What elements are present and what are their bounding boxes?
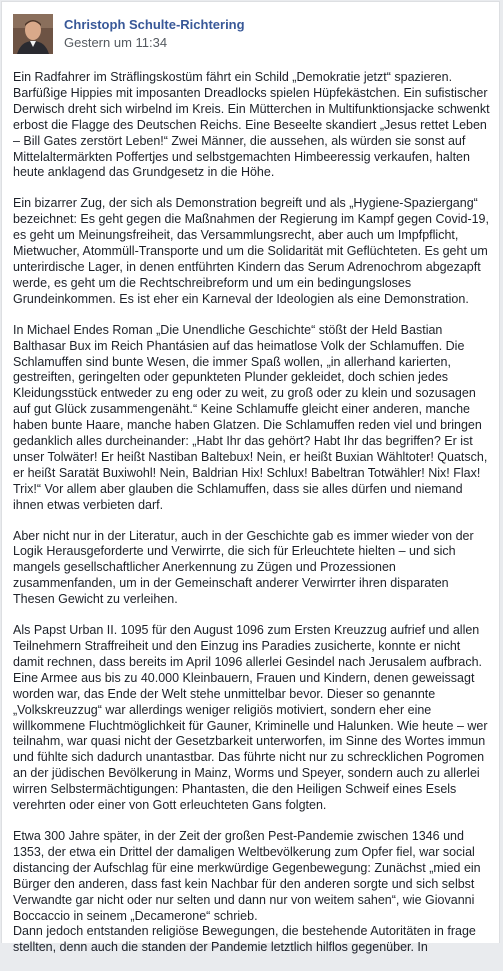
post-text (13, 70, 490, 971)
post-header (13, 14, 483, 58)
post-paragraph: Ein bizarrer Zug, der sich als Demonstration begreift und als „Hygiene-Spaziergang“ bezeichnet: Es geht gegen die Maßnahmen der Regierung im Kampf gegen Covid-19, es geht um Meinungsfreiheit, das Versammlungsrecht, aber auch um Impfpflicht, Mietwucher, Atommüll-Transporte und um die Solidarität mit Geflüchteten. Es geht um unterirdische Lager, in denen entführten Kindern das Serum Adrenochrom abgezapft werde, es geht um die Rechtschreibreform und um ein bedingungsloses Grundeinkommen. Es ist eher ein Karneval der Ideologien als eine Demonstration. (13, 196, 489, 306)
post-card (1, 1, 500, 955)
post-paragraph: Etwa 300 Jahre später, in der Zeit der großen Pest-Pandemie zwischen 1346 und 1353, der etwa ein Drittel der damaligen Weltbevölkerung zum Opfer fiel, war social distancing der Aufschlag für eine merkwürdige Gegenbewegung: Zunächst „mied ein Bürger den anderen, dass fast kein Nachbar für den anderen sorgte und sich selbst Verwandte gar nicht oder nur selten und dann nur von weitem sahen“, wie Giovanni Boccaccio in seinem „Decamerone“ schrieb. (13, 828, 481, 923)
post-paragraph: Als Papst Urban II. 1095 für den August 1096 zum Ersten Kreuzzug aufrief und allen Teilnehmern Straffreiheit und den Einzug ins Paradies zusicherte, konnte er nicht damit rechnen, dass bereits im April 1096 allerlei Gesindel nach Jerusalem aufbrach. Eine Armee aus bis zu 40.000 Kleinbauern, Frauen und Kindern, denen geweissagt worden war, das Ende der Welt stehe unmittelbar bevor. Dieser so genannte „Volkskreuzzug“ war allerdings weniger religiös motiviert, sondern eher eine willkommene Fluchtmöglichkeit für Gauner, Kriminelle und Halunken. Wie heute – wer teilnahm, war quasi nicht der Gesetzbarkeit unterworfen, im Sinne des Wortes immun und fühlte sich dadurch unantastbar. Das führte nicht nur zu schrecklichen Pogromen an der jüdischen Bevölkerung in Mainz, Worms und Speyer, sondern auch zu allerlei wirren Selbstermächtigungen: Phantasten, die den Heiligen Schweif eines Esels verehrten oder einer von Gott erleuchteten Gans folgten. (13, 623, 488, 813)
post-paragraph: In Michael Endes Roman „Die Unendliche Geschichte“ stößt der Held Bastian Balthasar Bux im Reich Phantásien auf das heimatlose Volk der Schlamuffen. Die Schlamuffen sind bunte Wesen, die immer Spaß wollen, „in allerhand karierten, gestreiften, geringelten oder gepunkteten Plunder gekleidet, doch schien jedes Kleidungsstück entweder zu eng oder zu weit, zu groß oder zu klein und sozusagen auf gut Glück zusammengenäht.“ Keine Schlamuffe gleicht einer anderen, manche haben bunte Haare, manche haben Glatzen. Die Schlamuffen reden viel und bringen gedanklich alles durcheinander: „Habt Ihr das gehört? Habt Ihr das begriffen? Er ist unser Tolwäter! Er heißt Nastiban Baltebux! Nein, er heißt Buxian Wähltoter! Quatsch, er heißt Saratät Buxiwohl! Nein, Baldrian Hix! Schlux! Babeltran Totwähler! Nix! Flax! Trix!“ Vor allem aber glauben die Schlamuffen, dass sie alles dürfen und niemand ihnen etwas verbieten darf. (13, 322, 488, 512)
avatar[interactable] (13, 14, 53, 54)
avatar-image (13, 14, 53, 54)
post-timestamp[interactable]: Gestern um 11:34 (64, 35, 168, 50)
post-paragraph: Aber nicht nur in der Literatur, auch in der Geschichte gab es immer wieder von der Logik Herausgeforderte und Verwirrte, die sich für Erleuchtete hielten – und sich mangels gesellschaftlicher Anerkennung zu Zügen und Prozessionen zusammenfanden, um in der Gemeinschaft anderer Verwirrter ihren disparaten Thesen Gewicht zu verleihen. (13, 528, 474, 607)
post-paragraph: Dann jedoch entstanden religiöse Bewegungen, die bestehende Autoritäten in frage stellten, denn auch die standen der Pandemie letztlich hilflos gegenüber. In (13, 924, 476, 955)
post-paragraph: Ein Radfahrer im Sträflingskostüm fährt ein Schild „Demokratie jetzt“ spazieren. Barfüßige Hippies mit imposanten Dreadlocks spielen Hüpfekästchen. Ein sufistischer Derwisch dreht sich wirbelnd im Kreis. Ein Mütterchen in Multifunktionsjacke schwenkt erbost die Flagge des Deutschen Reichs. Eine Beseelte skandiert „Jesus rettet Leben – Bill Gates zerstört Leben!“ Zwei Männer, die aussehen, als würden sie sonst auf Mittelaltermärkten Poffertjes und selbstgemachten Himbeeressig verkaufen, halten heute anklagend das Grundgesetz in die Höhe. (13, 70, 490, 180)
author-name[interactable]: Christoph Schulte-Richtering (64, 17, 245, 32)
